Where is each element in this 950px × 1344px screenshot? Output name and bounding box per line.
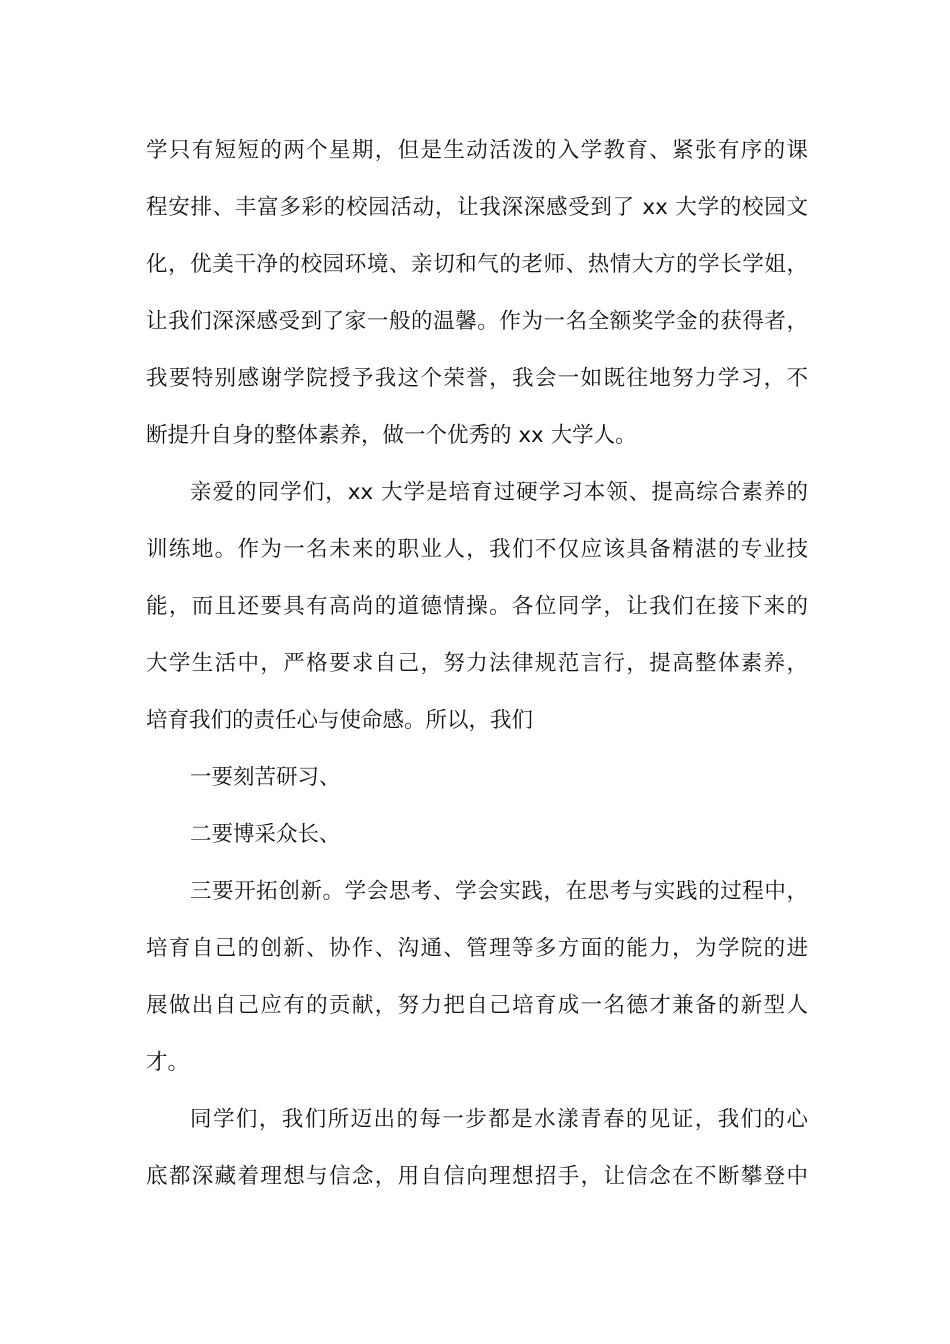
text-line: 学只有短短的两个星期，但是生动活泼的入学教育、紧张有序的课 — [146, 138, 808, 163]
text-line: 底都深藏着理想与信念，用自信向理想招手，让信念在不断攀登中 — [146, 1164, 808, 1189]
text-line: 训练地。作为一名未来的职业人，我们不仅应该具备精湛的专业技 — [146, 537, 808, 562]
text-line: 让我们深深感受到了家一般的温馨。作为一名全额奖学金的获得者， — [146, 309, 808, 334]
paragraph-first-line: 同学们，我们所迈出的每一步都是水漾青春的见证，我们的心 — [190, 1107, 808, 1132]
text-line: 程安排、丰富多彩的校园活动，让我深深感受到了 xx 大学的校园文 — [146, 195, 808, 220]
text-line: 培育自己的创新、协作、沟通、管理等多方面的能力，为学院的进 — [146, 936, 808, 961]
text-line: 我要特别感谢学院授予我这个荣誉，我会一如既往地努力学习，不 — [146, 366, 808, 391]
text-line: 才。 — [146, 1050, 190, 1075]
list-item: 二要博采众长、 — [190, 822, 341, 847]
text-line: 化，优美干净的校园环境、亲切和气的老师、热情大方的学长学姐， — [146, 252, 808, 277]
list-item: 一要刻苦研习、 — [190, 765, 341, 790]
text-line: 大学生活中，严格要求自己，努力法律规范言行，提高整体素养， — [146, 651, 808, 676]
text-line: 断提升自身的整体素养，做一个优秀的 xx 大学人。 — [146, 423, 637, 448]
paragraph-first-line: 亲爱的同学们，xx 大学是培育过硬学习本领、提高综合素养的 — [190, 480, 808, 505]
text-line: 能，而且还要具有高尚的道德情操。各位同学，让我们在接下来的 — [146, 594, 808, 619]
text-line: 展做出自己应有的贡献，努力把自己培育成一名德才兼备的新型人 — [146, 993, 808, 1018]
text-line: 培育我们的责任心与使命感。所以，我们 — [146, 708, 534, 733]
paragraph-first-line: 三要开拓创新。学会思考、学会实践，在思考与实践的过程中， — [190, 879, 808, 904]
